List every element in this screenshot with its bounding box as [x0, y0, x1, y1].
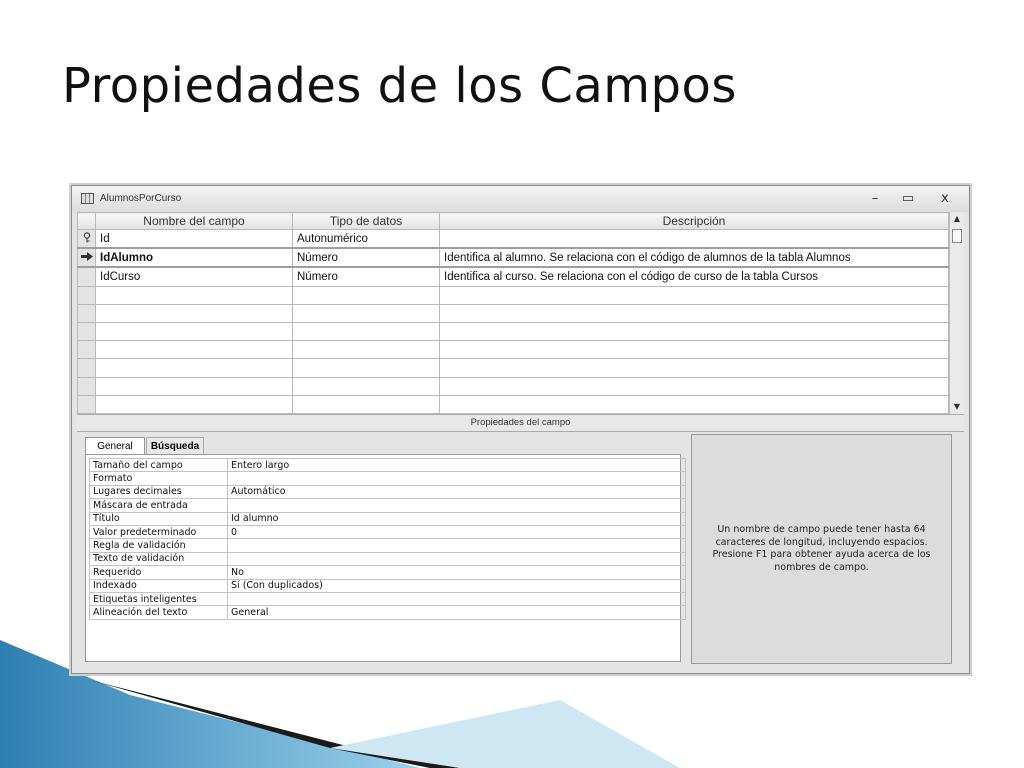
- empty-row[interactable]: [78, 377, 949, 395]
- field-properties-label: Propiedades del campo: [77, 414, 964, 432]
- tab-busqueda[interactable]: Búsqueda: [146, 437, 204, 454]
- property-value[interactable]: [228, 592, 686, 605]
- cell-field-name[interactable]: IdCurso: [96, 267, 293, 286]
- property-row[interactable]: [90, 606, 686, 619]
- window-title: AlumnosPorCurso: [100, 193, 182, 204]
- cell-description[interactable]: [440, 230, 949, 249]
- property-label: Tamaño del campo: [90, 459, 228, 472]
- header-description[interactable]: Descripción: [440, 213, 949, 230]
- cell-description[interactable]: Identifica al alumno. Se relaciona con el código de alumnos de la tabla Alumnos: [440, 248, 949, 267]
- empty-row[interactable]: [78, 359, 949, 377]
- row-selector[interactable]: [78, 267, 96, 286]
- scroll-up-icon[interactable]: ▲: [953, 214, 961, 223]
- property-label: Máscara de entrada: [90, 499, 228, 512]
- empty-row[interactable]: [78, 304, 949, 322]
- empty-row[interactable]: [78, 323, 949, 341]
- empty-row[interactable]: [78, 341, 949, 359]
- property-value[interactable]: No: [228, 566, 686, 579]
- table-row[interactable]: [78, 248, 949, 267]
- current-record-arrow-icon: [81, 252, 93, 261]
- empty-row[interactable]: [78, 286, 949, 304]
- title-bar[interactable]: [72, 186, 969, 212]
- property-value[interactable]: [228, 539, 686, 552]
- cell-data-type[interactable]: Autonumérico: [293, 230, 440, 249]
- corner-selector[interactable]: [78, 213, 96, 230]
- property-value[interactable]: Entero largo: [228, 459, 686, 472]
- cell-data-type[interactable]: Número: [293, 248, 440, 267]
- key-icon: [82, 232, 92, 243]
- scroll-down-icon[interactable]: ▼: [953, 402, 961, 411]
- property-row[interactable]: [90, 579, 686, 592]
- close-button[interactable]: x: [941, 191, 949, 206]
- table-design-window: [71, 185, 970, 674]
- property-value[interactable]: Automático: [228, 485, 686, 498]
- field-properties-panel: [85, 454, 681, 662]
- property-label: Formato: [90, 472, 228, 485]
- property-label: Requerido: [90, 566, 228, 579]
- help-text-panel: Un nombre de campo puede tener hasta 64 caracteres de longitud, incluyendo espacios. Presione F1 para obtener ayuda acerca de los nombres de campo.: [691, 434, 952, 664]
- table-icon: [81, 193, 94, 204]
- header-data-type[interactable]: Tipo de datos: [293, 213, 440, 230]
- table-row[interactable]: [78, 230, 949, 249]
- minimize-button[interactable]: –: [871, 191, 879, 206]
- property-label: Texto de validación: [90, 552, 228, 565]
- property-value[interactable]: General: [228, 606, 686, 619]
- cell-description[interactable]: Identifica al curso. Se relaciona con el código de curso de la tabla Cursos: [440, 267, 949, 286]
- property-label: Lugares decimales: [90, 485, 228, 498]
- property-row[interactable]: [90, 499, 686, 512]
- property-row[interactable]: [90, 552, 686, 565]
- field-grid: [77, 212, 949, 414]
- cell-field-name[interactable]: IdAlumno: [96, 248, 293, 267]
- property-label: Alineación del texto: [90, 606, 228, 619]
- property-row[interactable]: [90, 592, 686, 605]
- property-row[interactable]: [90, 512, 686, 525]
- vertical-scrollbar[interactable]: [949, 212, 964, 414]
- property-value[interactable]: Id alumno: [228, 512, 686, 525]
- property-value[interactable]: Sí (Con duplicados): [228, 579, 686, 592]
- maximize-button[interactable]: ▭: [901, 191, 915, 206]
- property-label: Valor predeterminado: [90, 525, 228, 538]
- property-value[interactable]: [228, 499, 686, 512]
- property-row[interactable]: [90, 525, 686, 538]
- header-field-name[interactable]: Nombre del campo: [96, 213, 293, 230]
- property-value[interactable]: 0: [228, 525, 686, 538]
- property-label: Indexado: [90, 579, 228, 592]
- row-selector[interactable]: [78, 230, 96, 249]
- slide-title: Propiedades de los Campos: [62, 58, 737, 114]
- tab-general[interactable]: General: [85, 437, 145, 456]
- properties-table: [89, 458, 686, 620]
- property-value[interactable]: [228, 472, 686, 485]
- cell-field-name[interactable]: Id: [96, 230, 293, 249]
- property-row[interactable]: [90, 459, 686, 472]
- property-label: Título: [90, 512, 228, 525]
- cell-data-type[interactable]: Número: [293, 267, 440, 286]
- property-row[interactable]: [90, 566, 686, 579]
- table-row[interactable]: [78, 267, 949, 286]
- property-row[interactable]: [90, 539, 686, 552]
- property-value[interactable]: [228, 552, 686, 565]
- property-label: Etiquetas inteligentes: [90, 592, 228, 605]
- property-row[interactable]: [90, 485, 686, 498]
- row-selector[interactable]: [78, 248, 96, 267]
- property-row[interactable]: [90, 472, 686, 485]
- empty-row[interactable]: [78, 395, 949, 413]
- scroll-thumb[interactable]: [952, 229, 962, 243]
- property-label: Regla de validación: [90, 539, 228, 552]
